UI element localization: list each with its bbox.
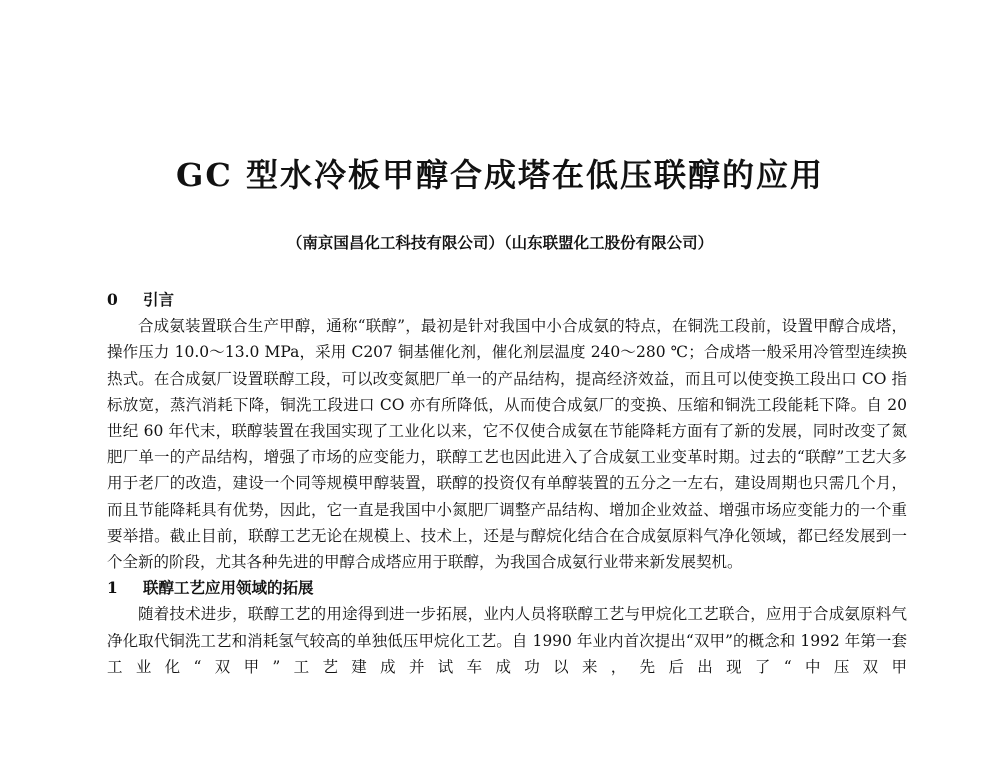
section-number: 0 bbox=[107, 290, 118, 309]
section-number: 1 bbox=[107, 578, 118, 598]
section-title: 联醇工艺应用领域的拓展 bbox=[143, 578, 314, 598]
paragraph-application-expansion: 随着技术进步，联醇工艺的用途得到进一步拓展，业内人员将联醇工艺与甲烷化工艺联合，应用于合成氨原料气净化取代铜洗工艺和消耗氢气较高的单独低压甲烷化工艺。自 1990 年业内首次提出“双甲”的概念和 1992 年第一套工业化“双甲”工艺建成并试车成功以来，先后出现了“中压双甲 bbox=[107, 605, 907, 676]
section-heading-0 bbox=[107, 287, 907, 313]
section-title: 引言 bbox=[143, 290, 175, 309]
author-affiliations: （南京国昌化工科技有限公司）（山东联盟化工股份有限公司） bbox=[286, 233, 714, 252]
paper-title: GC 型水冷板甲醇合成塔在低压联醇的应用 bbox=[176, 156, 824, 194]
paragraph-introduction: 合成氨装置联合生产甲醇，通称“联醇”，最初是针对我国中小合成氨的特点，在铜洗工段前，设置甲醇合成塔，操作压力 10.0～13.0 MPa，采用 C207 铜基催化剂，催化剂层温度 240～280 ℃；合成塔一般采用冷管型连续换热式。在合成氨厂设置联醇工段，可以改变氮肥厂单一的产品结构，提高经济效益，而且可以使变换工段出口 CO 指标放宽，蒸汽消耗下降，铜洗工段进口 CO 亦有所降低，从而使合成氨厂的变换、压缩和铜洗工段能耗下降。自 20 世纪 60 年代末，联醇装置在我国实现了工业化以来，它不仅使合成氨在节能降耗方面有了新的发展，同时改变了氮肥厂单一的产品结构，增强了市场的应变能力，联醇工艺也因此进入了合成氨工业变革时期。过去的“联醇”工艺大多用于老厂的改造，建设一个同等规模甲醇装置，联醇的投资仅有单醇装置的五分之一左右，建设周期也只需几个月，而且节能降耗具有优势，因此，它一直是我国中小氮肥厂调整产品结构、增加企业效益、增强市场应变能力的一个重要举措。截止目前，联醇工艺无论在规模上、技术上，还是与醇烷化结合在合成氨原料气净化领域，都已经发展到一个全新的阶段，尤其各种先进的甲醇合成塔应用于联醇，为我国合成氨行业带来新发展契机。 bbox=[107, 317, 907, 572]
article-body bbox=[107, 287, 907, 680]
section-heading-1 bbox=[107, 575, 907, 601]
